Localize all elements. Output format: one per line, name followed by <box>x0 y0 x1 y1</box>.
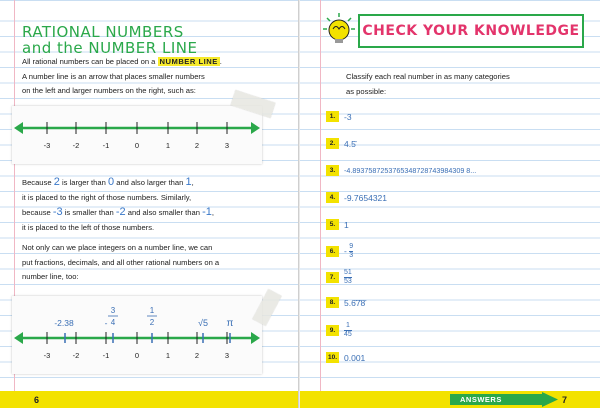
question-item <box>326 269 352 286</box>
tick-label: -1 <box>102 141 110 150</box>
tick-label: -3 <box>43 351 51 360</box>
instruction-line-2: as possible: <box>346 86 387 96</box>
p3-text: because <box>22 208 51 217</box>
tick-label: 3 <box>224 351 230 360</box>
num-one: 1 <box>185 176 192 188</box>
fraction-denominator: 3 <box>349 252 354 259</box>
question-value: -4.8937587253765348728743984309 8... <box>344 166 477 175</box>
question-item <box>326 243 353 260</box>
p3-text: is larger than <box>61 178 106 187</box>
left-page <box>0 0 299 408</box>
fraction-numerator: 1 <box>345 322 350 329</box>
p4-line-2: put fractions, decimals, and all other rational numbers on a <box>22 257 220 267</box>
fraction <box>349 243 353 260</box>
question-number: 2. <box>326 138 339 149</box>
question-number: 10. <box>327 354 338 361</box>
question-value <box>344 269 352 286</box>
num-zero: 0 <box>107 176 115 188</box>
page-number: 6 <box>34 395 40 405</box>
fraction-denominator: 45 <box>344 331 352 338</box>
tick-label: 1 <box>165 141 171 150</box>
label-neg-three-quarters-sign: - <box>104 318 108 328</box>
fraction-numerator: 9 <box>349 243 354 250</box>
lightbulb-brain-icon <box>322 12 356 46</box>
num-neg-three: -3 <box>52 206 63 218</box>
number-line-1 <box>12 106 262 164</box>
label-neg-2-38: -2.38 <box>54 318 74 328</box>
tick-label: 0 <box>134 351 140 360</box>
question-number: 6. <box>326 246 339 257</box>
p4-line-3: number line, too: <box>22 272 79 281</box>
p4-line-1: Not only can we place integers on a number line, we can <box>22 243 213 252</box>
p2-line-2: on the left and larger numbers on the right, such as: <box>22 86 196 95</box>
intro-paragraph <box>22 55 287 99</box>
instruction-line-1: Classify each real number in as many categories <box>346 72 510 81</box>
tick-label: -3 <box>43 141 51 150</box>
fraction-sign: - <box>344 245 347 256</box>
p3-text: is smaller than <box>64 208 114 217</box>
question-value: 0.001 <box>344 352 366 363</box>
label-three-quarters-den: 4 <box>110 318 116 327</box>
p3-comma: , <box>191 178 194 187</box>
fraction <box>344 269 352 286</box>
p3-comma: , <box>211 208 214 217</box>
p3-text: Because <box>22 178 52 187</box>
tick-label: 2 <box>194 351 200 360</box>
question-value: -3 <box>344 111 352 122</box>
extension-paragraph <box>22 241 292 285</box>
right-page <box>300 0 600 408</box>
title-line-2: and the NUMBER LINE <box>22 39 198 57</box>
p1-period: . <box>219 57 222 66</box>
question-number: 8. <box>326 297 339 308</box>
margin-line <box>320 0 321 408</box>
p3-line-2: it is placed to the right of those numbers. Similarly, <box>22 192 192 202</box>
question-item <box>326 322 352 339</box>
label-pi: π <box>226 318 234 329</box>
tick-label: 2 <box>194 141 200 150</box>
number-line-2 <box>12 296 262 374</box>
question-item <box>326 219 349 230</box>
question-value <box>344 322 352 339</box>
question-item <box>326 138 356 149</box>
label-half-den: 2 <box>149 318 155 327</box>
label-three-quarters-num: 3 <box>110 306 116 315</box>
answers-link[interactable] <box>450 392 558 407</box>
tick-label: 3 <box>224 141 230 150</box>
tick-label: 1 <box>165 351 171 360</box>
tick-label: 0 <box>134 141 140 150</box>
num-neg-one: -1 <box>202 206 212 218</box>
label-sqrt5: √5 <box>198 318 208 328</box>
footer-bar <box>0 391 298 408</box>
p3-line-4: it is placed to the left of those numbers. <box>22 222 155 232</box>
tick-label: -2 <box>72 141 80 150</box>
instructions <box>346 70 586 99</box>
fraction-denominator: 53 <box>344 278 352 285</box>
answers-label: ANSWERS <box>460 395 502 404</box>
p3-text: and also larger than <box>116 178 184 187</box>
tick-label: -2 <box>72 351 80 360</box>
fraction <box>344 322 352 339</box>
question-item <box>326 352 365 363</box>
number-line-highlight: NUMBER LINE <box>159 57 218 66</box>
question-item <box>326 192 387 203</box>
number-line-card-1 <box>12 106 262 164</box>
question-value: 1 <box>344 219 349 230</box>
number-line-card-2 <box>12 296 262 374</box>
question-value: 5.6̄7̄8̄ <box>344 297 366 308</box>
p2-line-1: A number line is an arrow that places smaller numbers <box>22 71 205 81</box>
banner-title: CHECK YOUR KNOWLEDGE <box>362 23 580 39</box>
page-title <box>22 24 197 56</box>
title-line-1: RATIONAL NUMBERS <box>22 23 184 41</box>
p1-text: All rational numbers can be placed on a <box>22 57 156 66</box>
question-item <box>326 165 476 176</box>
fraction-numerator: 51 <box>344 269 352 276</box>
question-number: 3. <box>326 165 339 176</box>
question-value: 4.5̄ <box>344 138 356 149</box>
question-number: 4. <box>326 192 339 203</box>
question-item <box>326 297 365 308</box>
question-number: 9. <box>326 325 339 336</box>
tick-label: -1 <box>102 351 110 360</box>
question-value: -9.7654321 <box>344 192 388 203</box>
num-neg-two: -2 <box>115 206 126 218</box>
question-value <box>344 243 353 260</box>
p3-text: and also smaller than <box>127 208 200 217</box>
num-two: 2 <box>53 176 60 188</box>
check-knowledge-banner <box>358 14 584 48</box>
page-number: 7 <box>562 395 568 405</box>
question-number: 7. <box>326 272 339 283</box>
question-item <box>326 111 352 122</box>
label-half-num: 1 <box>149 306 155 315</box>
question-number: 1. <box>326 111 339 122</box>
comparison-paragraph <box>22 175 292 235</box>
question-number: 5. <box>326 219 339 230</box>
